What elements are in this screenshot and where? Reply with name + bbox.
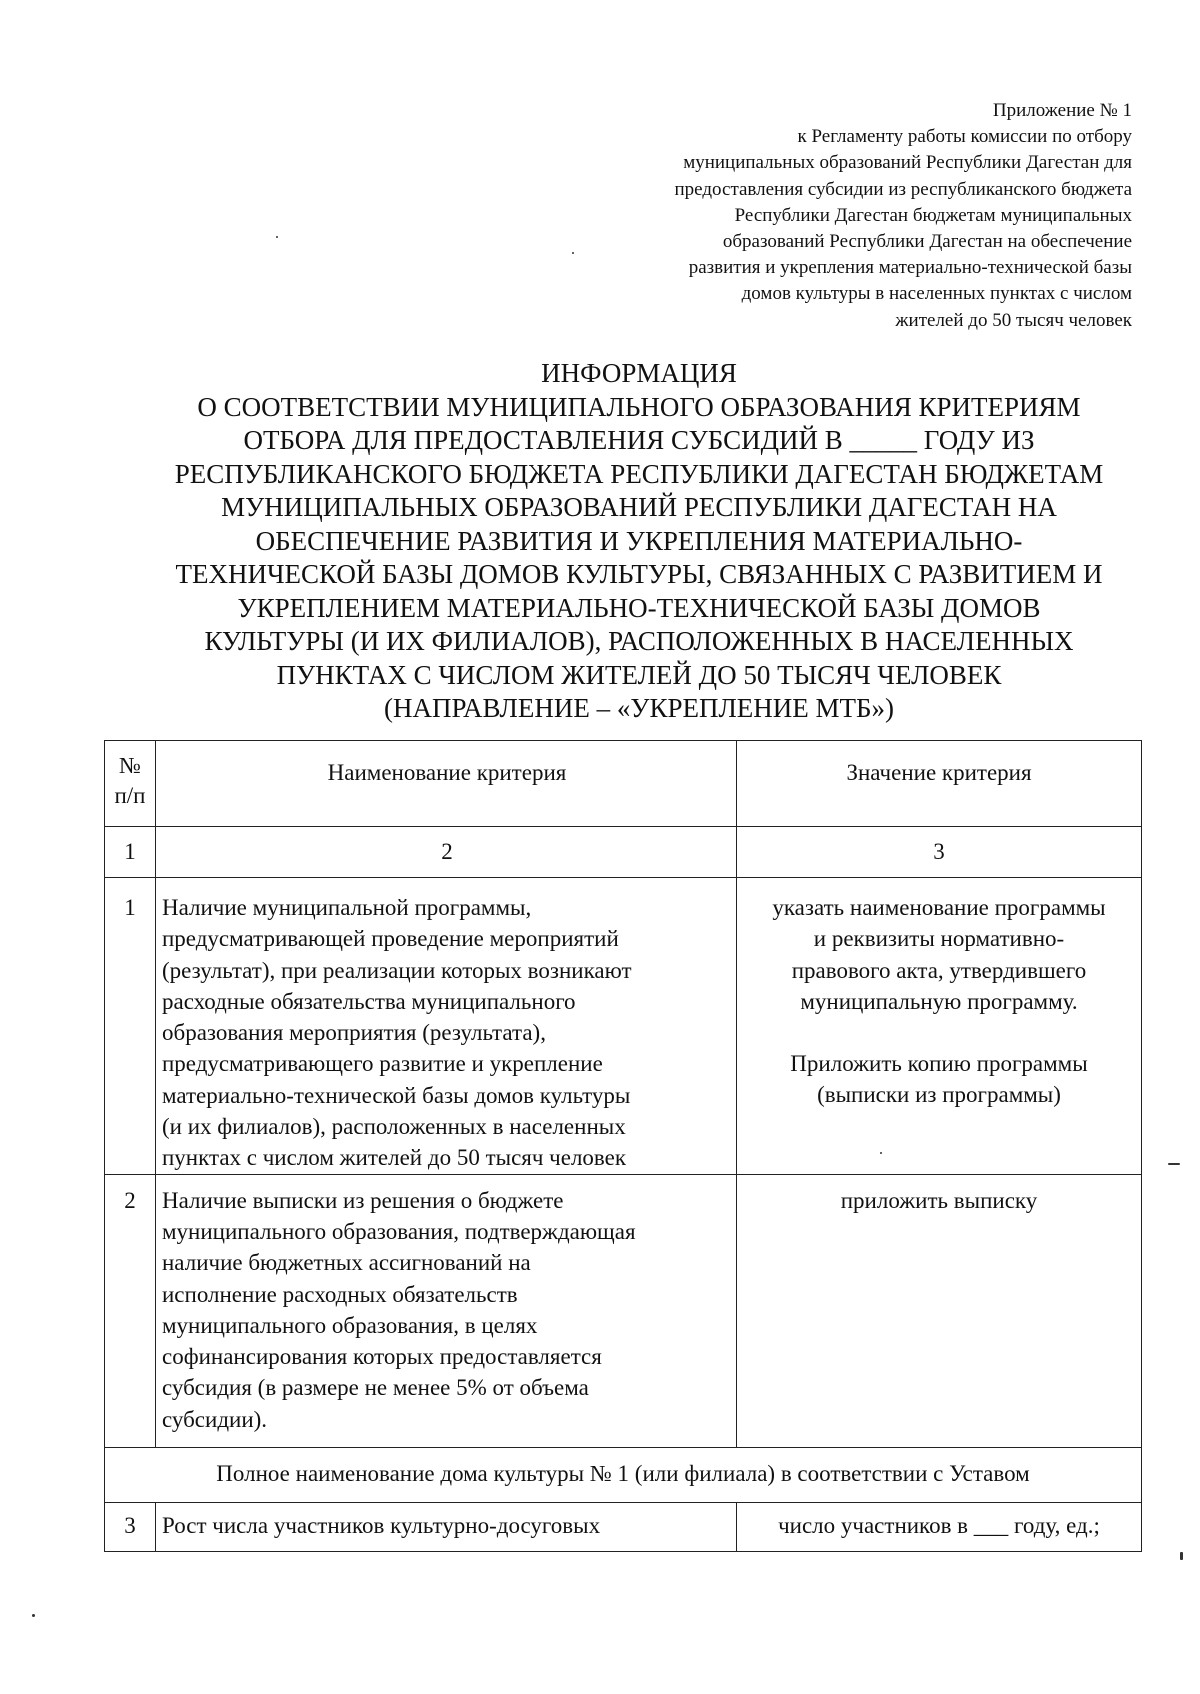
value-text: приложить выписку <box>840 1187 1038 1213</box>
table-header-row <box>105 741 1142 827</box>
title-line: (НАПРАВЛЕНИЕ – «УКРЕПЛЕНИЕ МТБ») <box>384 693 894 723</box>
index-text: 2 <box>441 839 453 864</box>
value-line: и реквизиты нормативно- <box>813 926 1065 952</box>
scan-speck <box>1168 1163 1180 1165</box>
appendix-line: жителей до 50 тысяч человек <box>895 309 1132 331</box>
full-width-cell <box>105 1447 1142 1502</box>
header-name-text: Наименование критерия <box>327 760 567 785</box>
criterion-line: (и их филиалов), расположенных в населенных <box>162 1114 626 1140</box>
appendix-line: к Регламенту работы комиссии по отбору <box>797 126 1132 148</box>
criterion-line: софинансирования которых предоставляется <box>162 1344 602 1370</box>
criterion-line: муниципального образования, подтверждающая <box>162 1218 636 1244</box>
full-width-text: Полное наименование дома культуры № 1 (или филиала) в соответствии с Уставом <box>216 1460 1030 1486</box>
criterion-line: Наличие муниципальной программы, <box>162 895 532 920</box>
header-value-text: Значение критерия <box>846 760 1032 785</box>
document-title <box>110 357 1168 726</box>
title-line: МУНИЦИПАЛЬНЫХ ОБРАЗОВАНИЙ РЕСПУБЛИКИ ДАГЕСТАН НА <box>221 492 1057 522</box>
appendix-line: домов культуры в населенных пунктах с числом <box>741 283 1132 305</box>
header-num-symbol: № <box>119 753 141 778</box>
index-cell <box>737 827 1142 878</box>
criterion-line: предусматривающего развитие и укрепление <box>162 1051 603 1077</box>
title-line: ПУНКТАХ С ЧИСЛОМ ЖИТЕЛЕЙ ДО 50 ТЫСЯЧ ЧЕЛОВЕК <box>276 659 1002 690</box>
scan-speck <box>1180 1552 1183 1560</box>
index-cell <box>105 827 156 878</box>
index-text: 1 <box>124 839 136 864</box>
row-num-cell <box>105 1174 156 1447</box>
criterion-line: (результат), при реализации которых возникают <box>162 957 632 983</box>
criterion-line: пунктах с числом жителей до 50 тысяч человек <box>162 1145 627 1171</box>
scan-speck <box>32 1614 35 1617</box>
value-line: Приложить копию программы <box>790 1051 1088 1077</box>
criterion-line: Наличие выписки из решения о бюджете <box>162 1187 564 1213</box>
criterion-line: субсидия (в размере не менее 5% от объема <box>162 1375 589 1401</box>
header-num-label: п/п <box>114 783 146 808</box>
appendix-note <box>572 98 1132 334</box>
criterion-name-cell <box>156 1174 737 1447</box>
header-name-cell <box>156 741 737 827</box>
table-row <box>105 878 1142 1175</box>
title-line: УКРЕПЛЕНИЕМ МАТЕРИАЛЬНО-ТЕХНИЧЕСКОЙ БАЗЫ ДОМОВ <box>237 592 1041 623</box>
row-num-cell <box>105 878 156 1175</box>
criterion-line: муниципального образования, в целях <box>162 1312 538 1338</box>
title-line: РЕСПУБЛИКАНСКОГО БЮДЖЕТА РЕСПУБЛИКИ ДАГЕСТАН БЮДЖЕТАМ <box>174 458 1104 489</box>
criterion-name-cell <box>156 878 737 1175</box>
title-line: ИНФОРМАЦИЯ <box>541 358 737 388</box>
table-full-width-row <box>105 1447 1142 1502</box>
title-line: ОТБОРА ДЛЯ ПРЕДОСТАВЛЕНИЯ СУБСИДИЙ В _____ ГОДУ ИЗ <box>243 425 1035 455</box>
table-row <box>105 1502 1142 1551</box>
row-num: 3 <box>124 1512 136 1538</box>
table-index-row <box>105 827 1142 878</box>
scan-speck <box>276 236 278 238</box>
value-line: правового акта, утвердившего <box>791 957 1087 983</box>
header-value-cell <box>737 741 1142 827</box>
criterion-text: Рост числа участников культурно-досуговых <box>162 1512 601 1538</box>
criterion-value-cell <box>737 1174 1142 1447</box>
criterion-line: расходные обязательства муниципального <box>162 988 576 1014</box>
value-line: (выписки из программы) <box>817 1082 1061 1108</box>
appendix-line: Приложение № 1 <box>992 100 1132 121</box>
appendix-line: развития и укрепления материально-технической базы <box>688 257 1132 279</box>
appendix-line: образований Республики Дагестан на обеспечение <box>722 231 1132 253</box>
criterion-line: материально-технической базы домов культуры <box>162 1082 631 1108</box>
table-row <box>105 1174 1142 1447</box>
criterion-line: образования мероприятия (результата), <box>162 1020 546 1046</box>
index-text: 3 <box>933 839 945 864</box>
header-num-cell <box>105 741 156 827</box>
row-num: 2 <box>124 1187 136 1213</box>
scan-speck <box>572 252 574 254</box>
row-num: 1 <box>124 895 136 920</box>
value-text: число участников в ___ году, ед.; <box>778 1512 1100 1538</box>
row-num-cell <box>105 1502 156 1551</box>
value-line: указать наименование программы <box>772 895 1106 920</box>
index-cell <box>156 827 737 878</box>
criterion-value-cell <box>737 878 1142 1175</box>
scan-speck <box>880 1152 882 1154</box>
criterion-line: исполнение расходных обязательств <box>162 1281 518 1307</box>
value-line: муниципальную программу. <box>800 988 1078 1014</box>
criteria-table <box>104 740 1142 1552</box>
appendix-line: муниципальных образований Республики Дагестан для <box>683 152 1132 174</box>
title-line: О СООТВЕТСТВИИ МУНИЦИПАЛЬНОГО ОБРАЗОВАНИЯ КРИТЕРИЯМ <box>197 391 1081 422</box>
title-line: ОБЕСПЕЧЕНИЕ РАЗВИТИЯ И УКРЕПЛЕНИЯ МАТЕРИАЛЬНО- <box>255 525 1023 556</box>
criterion-line: предусматривающей проведение мероприятий <box>162 926 619 952</box>
title-line: КУЛЬТУРЫ (И ИХ ФИЛИАЛОВ), РАСПОЛОЖЕННЫХ В НАСЕЛЕННЫХ <box>204 626 1074 656</box>
criterion-value-cell <box>737 1502 1142 1551</box>
appendix-line: предоставления субсидии из республиканского бюджета <box>674 178 1132 200</box>
appendix-line: Республики Дагестан бюджетам муниципальных <box>734 204 1132 226</box>
criterion-line: наличие бюджетных ассигнований на <box>162 1250 531 1276</box>
title-line: ТЕХНИЧЕСКОЙ БАЗЫ ДОМОВ КУЛЬТУРЫ, СВЯЗАННЫХ С РАЗВИТИЕМ И <box>175 559 1103 589</box>
criterion-line: субсидии). <box>162 1406 268 1432</box>
criterion-name-cell <box>156 1502 737 1551</box>
